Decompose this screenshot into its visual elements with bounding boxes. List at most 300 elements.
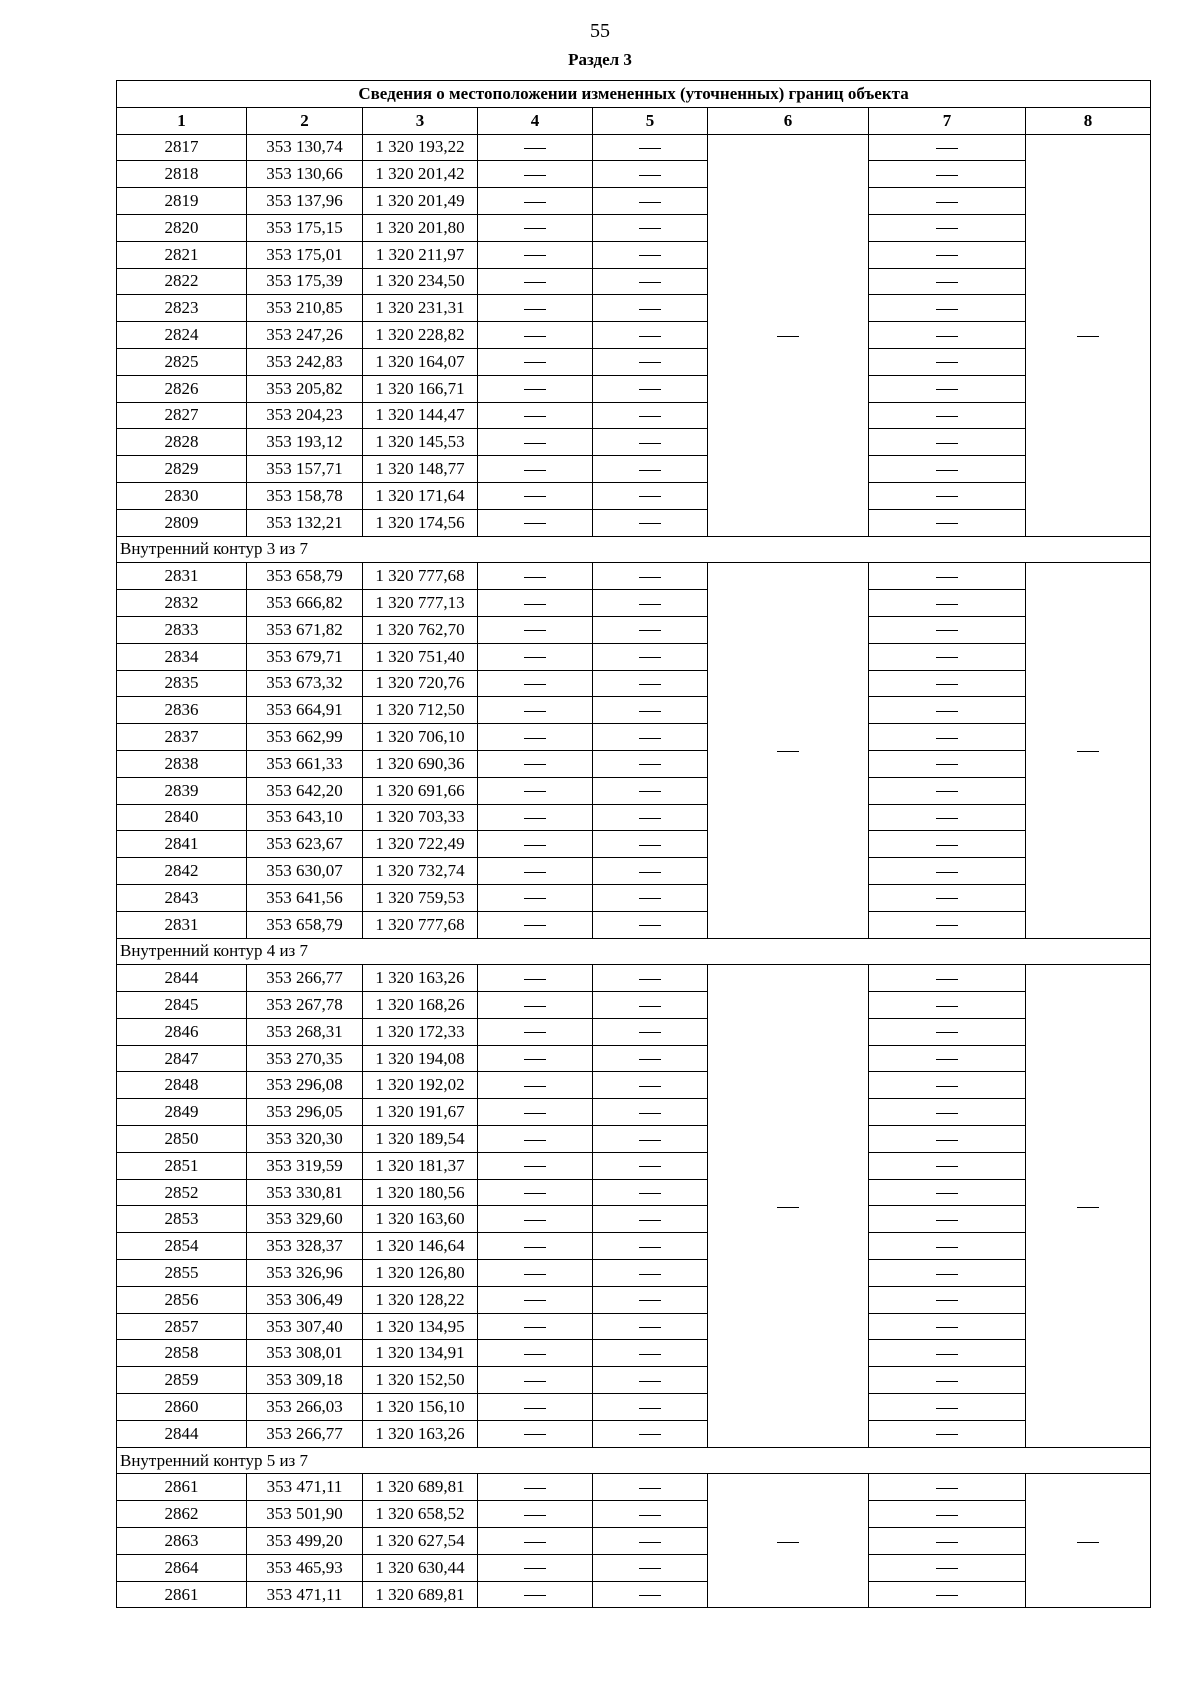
dash-mark [936, 1434, 958, 1435]
dash-cell [593, 750, 708, 777]
dash-cell [478, 616, 593, 643]
dash-mark [639, 1059, 661, 1060]
dash-cell [593, 268, 708, 295]
dash-cell [593, 1045, 708, 1072]
coord-x: 353 268,31 [247, 1018, 363, 1045]
dash-mark [936, 1515, 958, 1516]
coord-y: 1 320 180,56 [363, 1179, 478, 1206]
coord-y: 1 320 168,26 [363, 992, 478, 1019]
table-row [117, 1126, 1151, 1153]
dash-mark [639, 711, 661, 712]
dash-cell [869, 429, 1026, 456]
dash-mark [639, 738, 661, 739]
column-header: 2 [247, 107, 363, 134]
dash-cell [593, 1206, 708, 1233]
dash-mark [524, 630, 546, 631]
dash-mark [639, 1193, 661, 1194]
point-number: 2823 [117, 295, 247, 322]
dash-cell [593, 348, 708, 375]
dash-cell [869, 375, 1026, 402]
dash-mark [524, 818, 546, 819]
dash-mark [639, 684, 661, 685]
dash-mark [524, 684, 546, 685]
dash-cell [593, 1152, 708, 1179]
coord-y: 1 320 152,50 [363, 1367, 478, 1394]
coord-y: 1 320 201,80 [363, 214, 478, 241]
dash-mark [524, 1140, 546, 1141]
point-number: 2822 [117, 268, 247, 295]
coord-x: 353 308,01 [247, 1340, 363, 1367]
dash-mark [936, 711, 958, 712]
dash-mark [524, 282, 546, 283]
dash-cell [869, 1394, 1026, 1421]
dash-mark [936, 1568, 958, 1569]
table-row [117, 1581, 1151, 1608]
coord-x: 353 471,11 [247, 1474, 363, 1501]
dash-mark [524, 1381, 546, 1382]
coord-y: 1 320 189,54 [363, 1126, 478, 1153]
dash-cell [478, 724, 593, 751]
dash-cell [593, 831, 708, 858]
dash-mark [639, 362, 661, 363]
dash-mark [639, 818, 661, 819]
coord-x: 353 664,91 [247, 697, 363, 724]
dash-mark [639, 577, 661, 578]
dash-cell [593, 1233, 708, 1260]
coord-x: 353 270,35 [247, 1045, 363, 1072]
table-row [117, 965, 1151, 992]
dash-mark [639, 1140, 661, 1141]
coord-y: 1 320 777,68 [363, 563, 478, 590]
coord-y: 1 320 164,07 [363, 348, 478, 375]
coord-y: 1 320 163,26 [363, 1420, 478, 1447]
dash-mark [936, 1140, 958, 1141]
coord-y: 1 320 193,22 [363, 134, 478, 161]
coord-y: 1 320 720,76 [363, 670, 478, 697]
dash-cell [869, 1474, 1026, 1501]
dash-mark [524, 1542, 546, 1543]
dash-cell [869, 1152, 1026, 1179]
table-row [117, 858, 1151, 885]
point-number: 2860 [117, 1394, 247, 1421]
coord-x: 353 204,23 [247, 402, 363, 429]
dash-cell [478, 1581, 593, 1608]
coord-x: 353 193,12 [247, 429, 363, 456]
contour-label: Внутренний контур 4 из 7 [117, 938, 1151, 965]
dash-cell [478, 402, 593, 429]
dash-cell [478, 1528, 593, 1555]
dash-mark [936, 898, 958, 899]
dash-mark [524, 416, 546, 417]
dash-cell [593, 804, 708, 831]
dash-cell [869, 1018, 1026, 1045]
coord-y: 1 320 627,54 [363, 1528, 478, 1555]
table-row [117, 322, 1151, 349]
coord-y: 1 320 192,02 [363, 1072, 478, 1099]
dash-cell [593, 134, 708, 161]
dash-cell [593, 1367, 708, 1394]
dash-cell [593, 509, 708, 536]
dash-mark [1077, 1542, 1099, 1543]
point-number: 2863 [117, 1528, 247, 1555]
table-row [117, 1018, 1151, 1045]
point-number: 2840 [117, 804, 247, 831]
dash-cell [869, 161, 1026, 188]
dash-mark [524, 389, 546, 390]
table-row [117, 1152, 1151, 1179]
dash-cell [869, 563, 1026, 590]
coord-x: 353 658,79 [247, 911, 363, 938]
dash-mark [524, 443, 546, 444]
coord-x: 353 130,74 [247, 134, 363, 161]
point-number: 2843 [117, 884, 247, 911]
contour-header-row [117, 536, 1151, 563]
dash-cell [593, 1260, 708, 1287]
coord-x: 353 328,37 [247, 1233, 363, 1260]
dash-mark [639, 389, 661, 390]
table-row [117, 188, 1151, 215]
dash-cell [478, 509, 593, 536]
coord-x: 353 501,90 [247, 1501, 363, 1528]
dash-mark [936, 1595, 958, 1596]
dash-mark [639, 791, 661, 792]
contour-label: Внутренний контур 3 из 7 [117, 536, 1151, 563]
coord-x: 353 623,67 [247, 831, 363, 858]
table-row [117, 750, 1151, 777]
table-row [117, 1206, 1151, 1233]
dash-mark [524, 1434, 546, 1435]
table-body [117, 134, 1151, 1608]
dash-cell [593, 777, 708, 804]
dash-cell [478, 1152, 593, 1179]
dash-cell [869, 456, 1026, 483]
coord-y: 1 320 134,91 [363, 1340, 478, 1367]
coord-x: 353 175,15 [247, 214, 363, 241]
dash-mark [1077, 751, 1099, 752]
point-number: 2828 [117, 429, 247, 456]
dash-cell [478, 1367, 593, 1394]
coord-y: 1 320 762,70 [363, 616, 478, 643]
dash-cell [478, 214, 593, 241]
dash-mark [639, 470, 661, 471]
coord-x: 353 465,93 [247, 1554, 363, 1581]
dash-mark [639, 979, 661, 980]
coord-x: 353 266,03 [247, 1394, 363, 1421]
coord-x: 353 242,83 [247, 348, 363, 375]
column-header: 7 [869, 107, 1026, 134]
dash-cell [593, 188, 708, 215]
dash-cell [869, 750, 1026, 777]
dash-cell [478, 1126, 593, 1153]
point-number: 2831 [117, 563, 247, 590]
dash-cell [869, 482, 1026, 509]
dash-cell [593, 1126, 708, 1153]
dash-cell [869, 188, 1026, 215]
dash-mark [639, 1247, 661, 1248]
dash-cell [478, 965, 593, 992]
point-number: 2821 [117, 241, 247, 268]
dash-mark [639, 1220, 661, 1221]
dash-mark [524, 764, 546, 765]
dash-cell [869, 777, 1026, 804]
coord-x: 353 296,05 [247, 1099, 363, 1126]
coord-x: 353 132,21 [247, 509, 363, 536]
dash-mark [936, 577, 958, 578]
coord-y: 1 320 191,67 [363, 1099, 478, 1126]
coord-y: 1 320 144,47 [363, 402, 478, 429]
dash-cell [869, 1528, 1026, 1555]
dash-mark [936, 1408, 958, 1409]
dash-cell [478, 1474, 593, 1501]
dash-cell [593, 1581, 708, 1608]
dash-cell [593, 214, 708, 241]
dash-mark [524, 1247, 546, 1248]
dash-mark [936, 282, 958, 283]
dash-cell [869, 268, 1026, 295]
column-header: 4 [478, 107, 593, 134]
coord-x: 353 641,56 [247, 884, 363, 911]
table-row [117, 1340, 1151, 1367]
point-number: 2845 [117, 992, 247, 1019]
dash-mark [936, 443, 958, 444]
dash-mark [639, 1595, 661, 1596]
dash-cell [478, 375, 593, 402]
coord-y: 1 320 148,77 [363, 456, 478, 483]
dash-mark [936, 1193, 958, 1194]
dash-cell [593, 643, 708, 670]
dash-cell [478, 1045, 593, 1072]
dash-mark [936, 148, 958, 149]
column-header: 1 [117, 107, 247, 134]
dash-mark [524, 577, 546, 578]
dash-cell [478, 1072, 593, 1099]
coord-x: 353 329,60 [247, 1206, 363, 1233]
dash-cell [478, 348, 593, 375]
dash-mark [639, 202, 661, 203]
coord-x: 353 658,79 [247, 563, 363, 590]
dash-cell [478, 268, 593, 295]
coord-x: 353 130,66 [247, 161, 363, 188]
dash-cell [869, 590, 1026, 617]
dash-mark [639, 309, 661, 310]
dash-cell [869, 831, 1026, 858]
point-number: 2844 [117, 1420, 247, 1447]
dash-mark [639, 1515, 661, 1516]
dash-mark [1077, 1207, 1099, 1208]
dash-cell [869, 1340, 1026, 1367]
dash-mark [524, 791, 546, 792]
dash-mark [524, 1568, 546, 1569]
dash-mark [936, 791, 958, 792]
dash-mark [639, 1113, 661, 1114]
dash-mark [524, 1408, 546, 1409]
coord-x: 353 175,39 [247, 268, 363, 295]
point-number: 2825 [117, 348, 247, 375]
dash-mark [524, 925, 546, 926]
table-row [117, 241, 1151, 268]
dash-mark [639, 282, 661, 283]
point-number: 2854 [117, 1233, 247, 1260]
dash-cell [478, 322, 593, 349]
coord-x: 353 157,71 [247, 456, 363, 483]
dash-cell [593, 911, 708, 938]
dash-cell [869, 884, 1026, 911]
coord-y: 1 320 174,56 [363, 509, 478, 536]
dash-mark [936, 1354, 958, 1355]
dash-cell [478, 1394, 593, 1421]
coord-x: 353 320,30 [247, 1126, 363, 1153]
table-row [117, 831, 1151, 858]
dash-mark [936, 362, 958, 363]
coord-y: 1 320 145,53 [363, 429, 478, 456]
point-number: 2817 [117, 134, 247, 161]
coord-y: 1 320 689,81 [363, 1474, 478, 1501]
dash-cell [478, 1554, 593, 1581]
dash-mark [936, 925, 958, 926]
dash-cell [478, 1260, 593, 1287]
dash-mark [524, 1006, 546, 1007]
coord-x: 353 673,32 [247, 670, 363, 697]
dash-cell [478, 858, 593, 885]
dash-cell [593, 161, 708, 188]
coord-x: 353 666,82 [247, 590, 363, 617]
dash-cell [478, 777, 593, 804]
dash-cell [869, 402, 1026, 429]
coord-x: 353 296,08 [247, 1072, 363, 1099]
dash-cell [593, 1313, 708, 1340]
coord-x: 353 630,07 [247, 858, 363, 885]
table-row [117, 1367, 1151, 1394]
dash-mark [639, 1381, 661, 1382]
dash-cell [478, 911, 593, 938]
table-row [117, 1179, 1151, 1206]
dash-mark [524, 1595, 546, 1596]
dash-mark [639, 845, 661, 846]
dash-cell [869, 1072, 1026, 1099]
point-number: 2827 [117, 402, 247, 429]
dash-cell [869, 1233, 1026, 1260]
dash-mark [524, 872, 546, 873]
dash-cell [869, 1581, 1026, 1608]
dash-cell [869, 322, 1026, 349]
dash-mark [524, 255, 546, 256]
dash-cell [593, 482, 708, 509]
dash-mark [936, 818, 958, 819]
dash-mark [524, 362, 546, 363]
dash-mark [936, 1059, 958, 1060]
point-number: 2861 [117, 1474, 247, 1501]
boundary-table [116, 80, 1151, 1608]
point-number: 2850 [117, 1126, 247, 1153]
coord-x: 353 267,78 [247, 992, 363, 1019]
point-number: 2819 [117, 188, 247, 215]
point-number: 2855 [117, 1260, 247, 1287]
dash-mark [524, 1354, 546, 1355]
dash-mark [936, 416, 958, 417]
dash-cell [869, 1367, 1026, 1394]
table-row [117, 590, 1151, 617]
point-number: 2852 [117, 1179, 247, 1206]
dash-cell [478, 1501, 593, 1528]
dash-mark [524, 1193, 546, 1194]
dash-cell [478, 188, 593, 215]
coord-x: 353 158,78 [247, 482, 363, 509]
coord-x: 353 205,82 [247, 375, 363, 402]
point-number: 2859 [117, 1367, 247, 1394]
dash-cell [869, 1313, 1026, 1340]
dash-mark [639, 1434, 661, 1435]
point-number: 2838 [117, 750, 247, 777]
dash-mark [524, 738, 546, 739]
coord-x: 353 671,82 [247, 616, 363, 643]
dash-mark [524, 845, 546, 846]
dash-mark [936, 470, 958, 471]
dash-mark [936, 684, 958, 685]
dash-mark [639, 1274, 661, 1275]
dash-cell [478, 590, 593, 617]
dash-cell [593, 1340, 708, 1367]
dash-mark [524, 1515, 546, 1516]
dash-cell [869, 1206, 1026, 1233]
table-row [117, 509, 1151, 536]
coord-y: 1 320 706,10 [363, 724, 478, 751]
dash-mark [936, 1220, 958, 1221]
dash-mark [936, 255, 958, 256]
table-title: Сведения о местоположении измененных (уточненных) границ объекта [117, 81, 1151, 108]
dash-mark [936, 1113, 958, 1114]
dash-mark [936, 604, 958, 605]
section-title: Раздел 3 [568, 50, 632, 69]
point-number: 2857 [117, 1313, 247, 1340]
dash-mark [639, 1006, 661, 1007]
dash-cell [869, 1260, 1026, 1287]
point-number: 2842 [117, 858, 247, 885]
dash-cell [593, 884, 708, 911]
coord-x: 353 319,59 [247, 1152, 363, 1179]
table-row [117, 482, 1151, 509]
dash-mark [639, 1032, 661, 1033]
dash-mark [524, 309, 546, 310]
dash-cell [869, 1420, 1026, 1447]
point-number: 2836 [117, 697, 247, 724]
point-number: 2846 [117, 1018, 247, 1045]
dash-cell [869, 1045, 1026, 1072]
dash-cell [593, 1474, 708, 1501]
table-row [117, 1233, 1151, 1260]
dash-cell [478, 992, 593, 1019]
dash-cell [593, 965, 708, 992]
coord-y: 1 320 163,26 [363, 965, 478, 992]
table-row [117, 429, 1151, 456]
dash-mark [1077, 336, 1099, 337]
coord-x: 353 266,77 [247, 965, 363, 992]
point-number: 2856 [117, 1286, 247, 1313]
table-title-row [117, 81, 1151, 108]
dash-mark [524, 979, 546, 980]
dash-cell [593, 402, 708, 429]
dash-cell [593, 241, 708, 268]
point-number: 2862 [117, 1501, 247, 1528]
dash-mark [639, 1542, 661, 1543]
dash-mark [936, 738, 958, 739]
table-row [117, 1313, 1151, 1340]
dash-mark [524, 470, 546, 471]
coord-x: 353 306,49 [247, 1286, 363, 1313]
dash-cell [1026, 965, 1151, 1447]
dash-cell [869, 965, 1026, 992]
table-row [117, 1474, 1151, 1501]
dash-mark [524, 228, 546, 229]
